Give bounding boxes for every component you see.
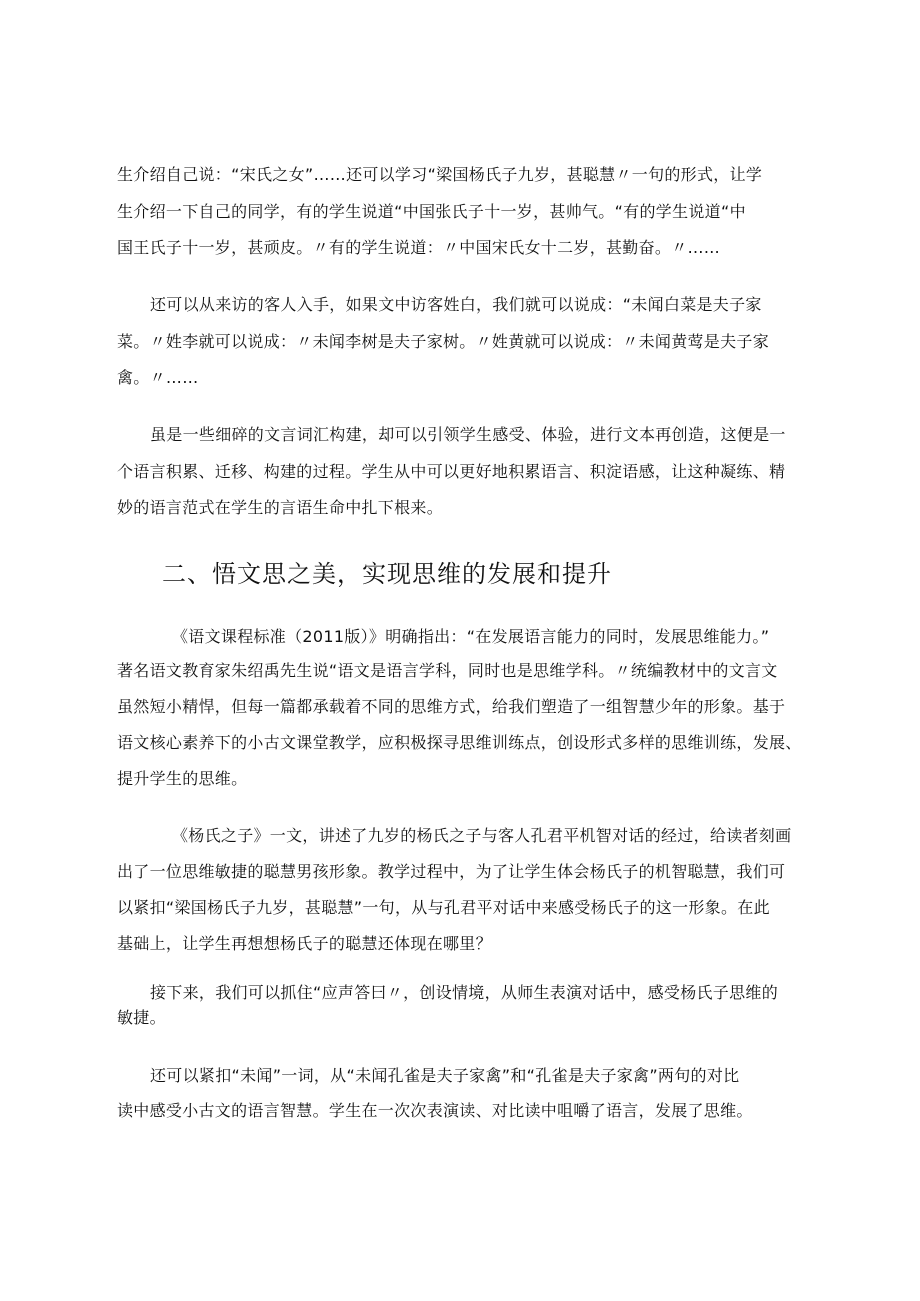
text-line: 《语文课程标准（2011版）》明确指出：“在发展语言能力的同时，发展思维能力。” xyxy=(172,627,770,646)
text-line: 基础上，让学生再想想杨氏子的聪慧还体现在哪里？ xyxy=(117,934,492,953)
text-line: 敏捷。 xyxy=(117,1008,166,1027)
text-line: 个语言积累、迁移、构建的过程。学生从中可以更好地积累语言、积淀语感，让这种凝练、精 xyxy=(117,462,786,481)
text-line: 生介绍一下自己的同学，有的学生说道“中国张氏子十一岁，甚帅气。“有的学生说道“中 xyxy=(117,202,746,221)
text-line: 妙的语言范式在学生的言语生命中扎下根来。 xyxy=(117,498,444,517)
text-line: 菜。〃姓李就可以说成：〃未闻李树是夫子家树。〃姓黄就可以说成：〃未闻黄莺是夫子家 xyxy=(117,332,770,351)
text-line: 还可以从来访的客人入手，如果文中访客姓白，我们就可以说成：“未闻白菜是夫子家 xyxy=(150,295,762,314)
text-line: 以紧扣“梁国杨氏子九岁，甚聪慧”一句，从与孔君平对话中来感受杨氏子的这一形象。在此 xyxy=(117,898,770,917)
text-line: 虽是一些细碎的文言词汇构建，却可以引领学生感受、体验，进行文本再创造，这便是一 xyxy=(150,425,786,444)
text-line: 生介绍自己说：“宋氏之女”……还可以学习“梁国杨氏子九岁，甚聪慧〃一句的形式，让学 xyxy=(117,165,763,184)
text-line: 出了一位思维敏捷的聪慧男孩形象。教学过程中，为了让学生体会杨氏子的机智聪慧，我们可 xyxy=(117,862,786,881)
text-line: 虽然短小精悍，但每一篇都承载着不同的思维方式，给我们塑造了一组智慧少年的形象。基于 xyxy=(117,697,786,716)
text-line: 语文核心素养下的小古文课堂教学，应积极探寻思维训练点，创设形式多样的思维训练，发展、 xyxy=(117,733,802,752)
text-line: 还可以紧扣“未闻”一词，从“未闻孔雀是夫子家禽”和“孔雀是夫子家禽”两句的对比 xyxy=(150,1066,740,1085)
text-line: 《杨氏之子》一文，讲述了九岁的杨氏之子与客人孔君平机智对话的经过，给读者刻画 xyxy=(172,826,792,845)
section-heading: 二、悟文思之美，实现思维的发展和提升 xyxy=(162,560,612,588)
text-line: 禽。〃…… xyxy=(117,368,199,387)
text-line: 提升学生的思维。 xyxy=(117,769,248,788)
text-line: 国王氏子十一岁，甚顽皮。〃有的学生说道：〃中国宋氏女十二岁，甚勤奋。〃…… xyxy=(117,238,721,257)
text-line: 著名语文教育家朱绍禹先生说“语文是语言学科，同时也是思维学科。〃统编教材中的文言文 xyxy=(117,661,778,680)
text-line: 接下来，我们可以抓住“应声答曰〃，创设情境，从师生表演对话中，感受杨氏子思维的 xyxy=(150,983,778,1002)
text-line: 读中感受小古文的语言智慧。学生在一次次表演读、对比读中咀嚼了语言，发展了思维。 xyxy=(117,1101,753,1120)
